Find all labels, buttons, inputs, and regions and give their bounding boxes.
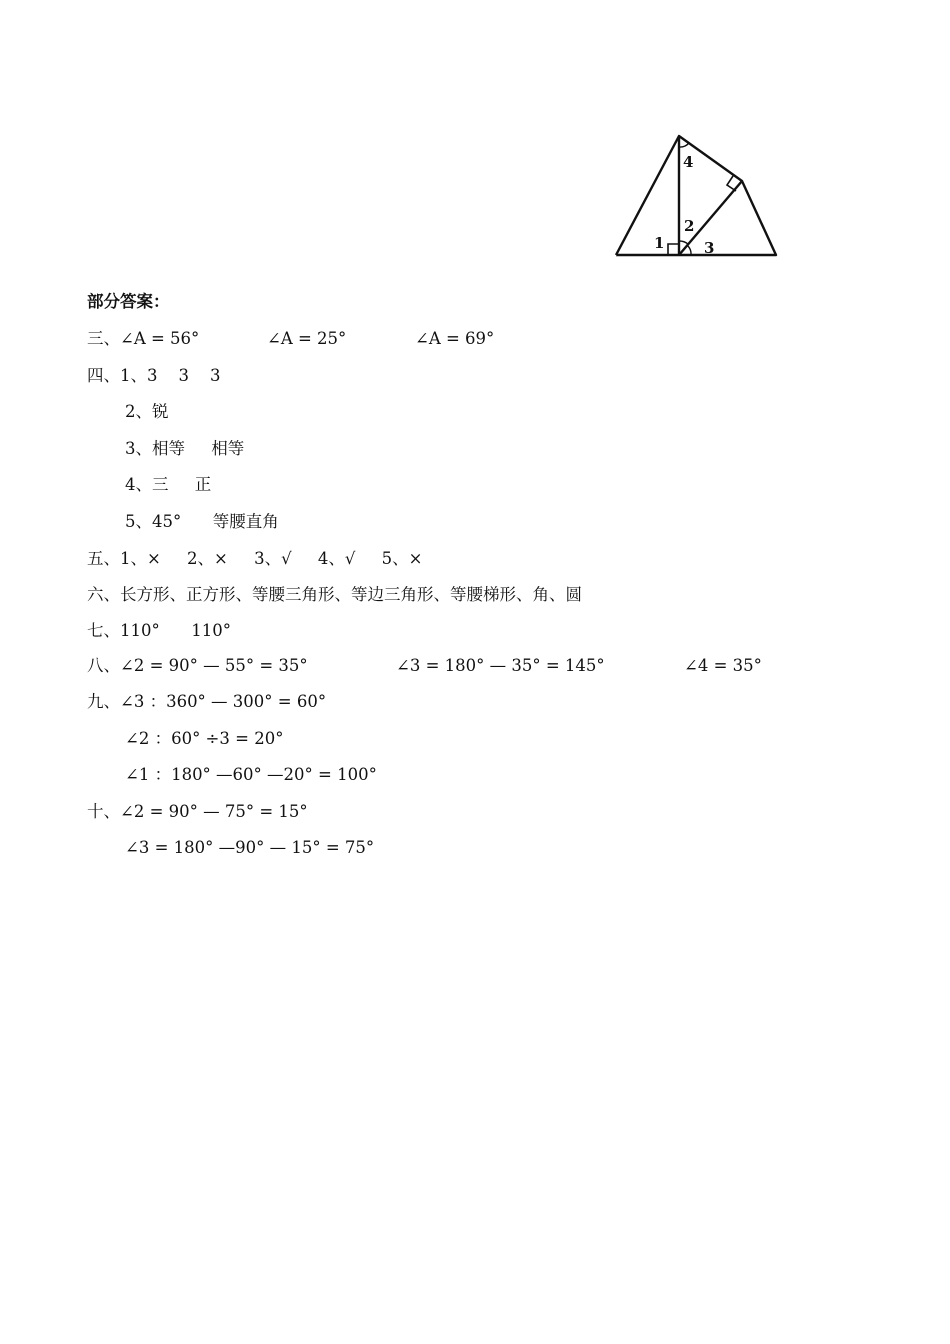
- answer-line-4-2: 2、锐: [125, 402, 169, 421]
- answer-line-4-3: 3、相等 相等: [125, 439, 245, 458]
- angle-arc-4: [679, 143, 689, 147]
- answer-line-10-2: ∠3 = 180° —90° — 15° = 75°: [125, 838, 375, 857]
- answer-line-4-4: 4、三 正: [125, 475, 212, 494]
- triangle-figure: [612, 133, 780, 259]
- answer-line-8: 八、∠2 = 90° — 55° = 35° ∠3 = 180° — 35° = 145° ∠4 = 35°: [87, 656, 762, 675]
- answers-title: 部分答案：: [87, 292, 170, 311]
- answer-line-9-2: ∠2 ：60° ÷3 = 20°: [125, 729, 284, 748]
- triangle-outline: [616, 136, 776, 255]
- angle-label-1: 1: [654, 234, 665, 252]
- answer-line-9-3: ∠1 ：180° —60° —20° = 100°: [125, 765, 377, 784]
- answer-line-10-1: 十、∠2 = 90° — 75° = 15°: [87, 802, 308, 821]
- answer-line-3: 三、∠A = 56° ∠A = 25° ∠A = 69°: [87, 329, 495, 348]
- right-angle-mark-base: [668, 244, 679, 255]
- answer-line-4-1: 四、1、3 3 3: [87, 366, 221, 385]
- triangle-diagram: [612, 133, 780, 259]
- answer-line-9-1: 九、∠3 ：360° — 300° = 60°: [87, 692, 327, 711]
- angle-arc-2: [679, 241, 688, 244]
- answer-line-4-5: 5、45° 等腰直角: [125, 512, 279, 531]
- answer-line-7: 七、110° 110°: [87, 621, 231, 640]
- answer-line-6: 六、长方形、正方形、等腰三角形、等边三角形、等腰梯形、角、圆: [87, 585, 582, 604]
- angle-label-2: 2: [684, 217, 695, 235]
- angle-arc-3: [688, 246, 691, 255]
- answer-line-5: 五、1、× 2、× 3、√ 4、√ 5、×: [87, 549, 423, 568]
- angle-label-3: 3: [704, 239, 715, 257]
- angle-label-4: 4: [683, 153, 694, 171]
